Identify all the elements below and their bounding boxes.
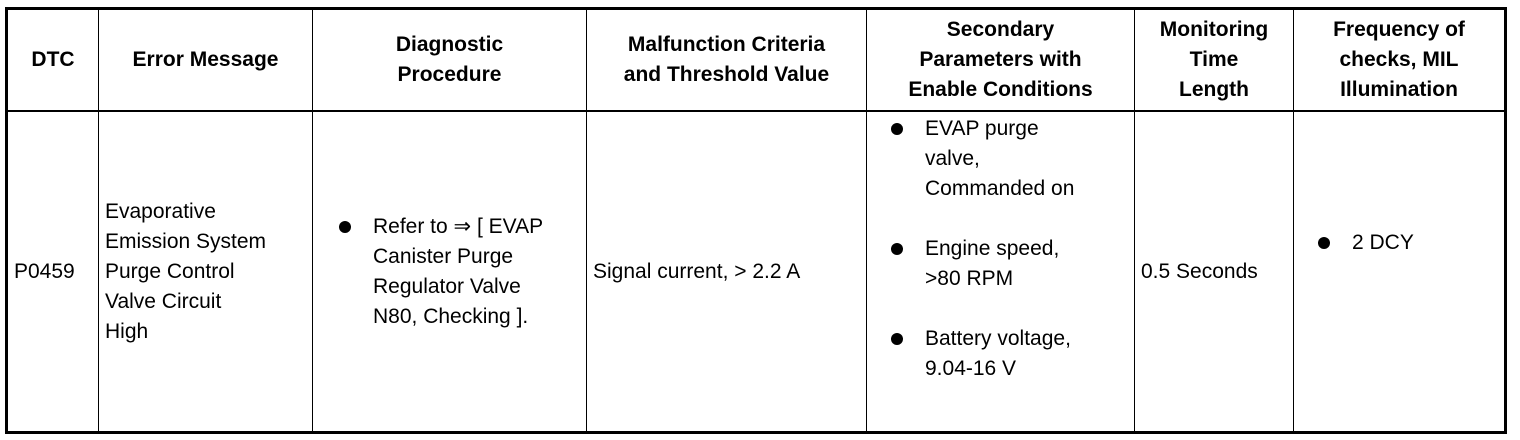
- secondary-parameter-text: EVAP purge valve, Commanded on: [925, 117, 1075, 200]
- header-diagnostic-procedure-label: Diagnostic Procedure: [395, 33, 504, 86]
- monitoring-time-text: 0.5 Seconds: [1141, 259, 1258, 283]
- header-dtc-label: DTC: [31, 48, 75, 71]
- list-item: [1318, 228, 1414, 258]
- header-error-message: [99, 10, 313, 110]
- cell-malfunction-criteria: [587, 112, 867, 431]
- secondary-parameters-list: [891, 114, 1074, 414]
- header-frequency-label: Frequency of checks, MIL Illumination: [1333, 18, 1465, 101]
- bullet-icon: [891, 123, 903, 135]
- secondary-parameter-text: Engine speed, >80 RPM: [925, 237, 1060, 290]
- bullet-icon: [891, 333, 903, 345]
- list-item: [891, 234, 1074, 294]
- secondary-parameter-text: Battery voltage, 9.04-16 V: [925, 327, 1071, 380]
- cell-secondary-parameters: [867, 112, 1135, 431]
- cell-monitoring-time: [1135, 112, 1294, 431]
- cell-error-message: [99, 112, 313, 431]
- list-item: [891, 114, 1074, 204]
- dtc-code: P0459: [14, 259, 75, 283]
- header-frequency: [1294, 10, 1504, 110]
- list-item: [891, 324, 1074, 384]
- malfunction-criteria-text: Signal current, > 2.2 A: [593, 259, 801, 283]
- frequency-text: 2 DCY: [1352, 231, 1414, 254]
- bullet-icon: [1318, 237, 1330, 249]
- bullet-icon: [339, 221, 351, 233]
- table-row: [8, 112, 1504, 431]
- header-dtc: [8, 10, 99, 110]
- diagnostic-procedure-link[interactable]: Refer to ⇒ [ EVAP Canister Purge Regulator Valve N80, Checking ].: [373, 214, 544, 328]
- header-malfunction-criteria-label: Malfunction Criteria and Threshold Value: [623, 33, 830, 86]
- dtc-table: [5, 7, 1507, 434]
- table-header-row: [8, 10, 1504, 112]
- header-monitoring-time-label: Monitoring Time Length: [1159, 18, 1269, 101]
- header-diagnostic-procedure: [313, 10, 587, 110]
- header-monitoring-time: [1135, 10, 1294, 110]
- header-secondary-parameters-label: Secondary Parameters with Enable Conditions: [908, 18, 1093, 101]
- bullet-icon: [891, 243, 903, 255]
- cell-frequency: [1294, 112, 1504, 431]
- cell-dtc: [8, 112, 99, 431]
- header-secondary-parameters: [867, 10, 1135, 110]
- header-error-message-label: Error Message: [132, 48, 279, 71]
- cell-diagnostic-procedure: [313, 112, 587, 431]
- list-item: [339, 212, 543, 332]
- header-malfunction-criteria: [587, 10, 867, 110]
- frequency-list: [1318, 228, 1414, 258]
- diagnostic-procedure-list: [339, 212, 543, 332]
- error-message-text: Evaporative Emission System Purge Control Valve Circuit High: [105, 199, 267, 343]
